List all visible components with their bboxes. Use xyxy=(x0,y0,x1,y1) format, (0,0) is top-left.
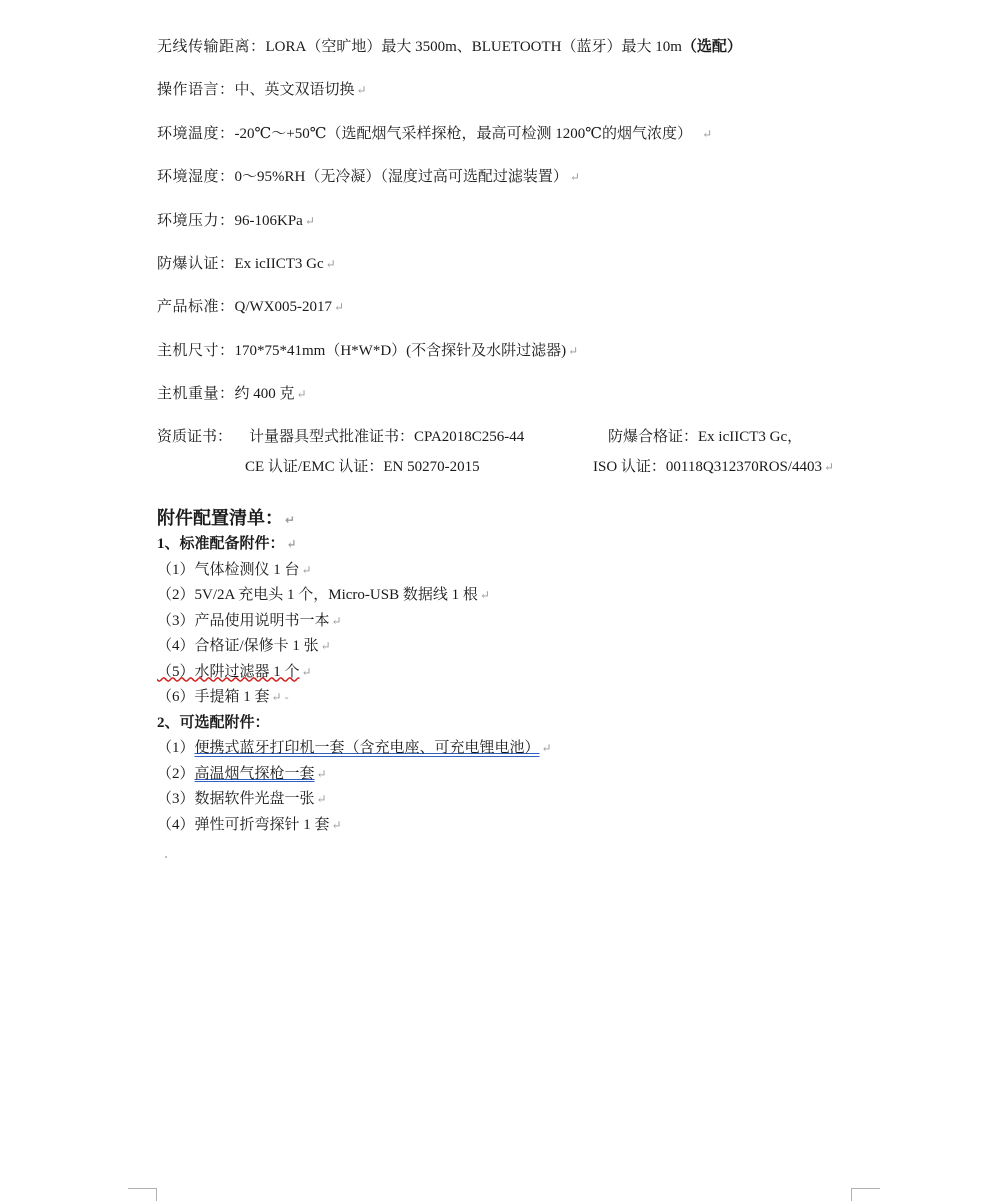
paragraph-mark-icon: ↵ xyxy=(285,513,296,527)
optional-heading-text: 2、可选配附件： xyxy=(157,714,270,731)
spec-row-pressure xyxy=(157,210,957,232)
spec-value: Q/WX005-2017 xyxy=(234,299,333,316)
page-corner-mark-right xyxy=(851,1188,880,1201)
list-item-text: 弹性可折弯探针 1 套 xyxy=(194,816,330,833)
paragraph-mark-icon: ↵ xyxy=(316,792,327,806)
spec-row-language xyxy=(157,79,957,101)
list-item xyxy=(157,787,957,813)
spec-label: 环境温度： xyxy=(157,125,235,142)
certificate-ce-emc: CE 认证/EMC 认证：EN 50270-2015 xyxy=(245,459,480,475)
paragraph-mark-icon: ↵ xyxy=(286,537,297,551)
spec-suffix-optional: （选配） xyxy=(681,39,742,55)
paragraph-mark-icon: ↵ xyxy=(702,126,713,141)
spec-label: 主机重量： xyxy=(157,386,235,403)
spec-value: LORA（空旷地）最大 3500m、BLUETOOTH（蓝牙）最大 10m xyxy=(265,39,682,55)
list-item-text: （2）5V/2A 充电头 1 个，Micro-USB 数据线 1 根 xyxy=(157,587,478,603)
list-item xyxy=(157,685,957,711)
certificates-line-2 xyxy=(157,456,977,486)
spec-row-wireless xyxy=(157,36,957,58)
paragraph-mark-icon: ↵ xyxy=(334,300,345,315)
list-item xyxy=(157,583,957,609)
standard-accessories-heading xyxy=(157,532,957,558)
certificates-block xyxy=(157,426,977,486)
paragraph-mark-icon: ↵ xyxy=(569,170,580,185)
standard-heading-text: 1、标准配备附件： xyxy=(157,536,285,552)
paragraph-mark-icon: ↵ xyxy=(331,817,342,832)
accessories-section xyxy=(157,506,957,838)
spec-value: -20℃～+50℃（选配烟气采样探枪，最高可检测 1200℃的烟气浓度） xyxy=(234,125,693,142)
paragraph-mark-icon: ↵ xyxy=(316,766,327,781)
paragraph-mark-icon: ↵ xyxy=(541,741,552,755)
spec-value: 170*75*41mm（H*W*D）(不含探针及水阱过滤器) xyxy=(234,342,567,359)
spec-label: 操作语言： xyxy=(157,82,235,99)
list-item xyxy=(157,660,957,686)
spec-list xyxy=(157,36,957,427)
list-item-text: （3）产品使用说明书一本 xyxy=(157,612,330,629)
list-item-prefix: （1） xyxy=(157,740,195,756)
paragraph-mark-icon: ↵ xyxy=(304,213,315,228)
spec-label: 产品标准： xyxy=(157,299,235,316)
spec-row-temperature xyxy=(157,123,957,145)
spec-value: 96-106KPa xyxy=(234,212,303,229)
list-item-text: 高温烟气探枪一套 xyxy=(194,765,315,782)
spec-row-weight xyxy=(157,383,957,405)
list-item xyxy=(157,634,957,660)
list-item-text: （5）水阱过滤器 1 个 xyxy=(157,663,300,680)
paragraph-mark-icon: ↵ xyxy=(331,613,342,628)
spec-label: 无线传输距离： xyxy=(157,39,266,55)
spec-label: 防爆认证： xyxy=(157,255,235,272)
certificates-label: 资质证书： xyxy=(157,429,233,445)
list-item-text: 数据软件光盘一张 xyxy=(194,791,315,807)
list-item-prefix: （3） xyxy=(157,791,195,807)
paragraph-mark-icon: ↵ xyxy=(301,562,312,577)
list-item xyxy=(157,762,957,788)
spec-label: 环境压力： xyxy=(157,212,235,229)
spec-value: 约 400 克 xyxy=(234,386,295,403)
certificate-iso xyxy=(593,456,834,478)
list-item-prefix: （2） xyxy=(157,765,195,782)
list-item xyxy=(157,736,957,762)
list-item xyxy=(157,558,957,584)
paragraph-mark-icon: ↵ xyxy=(325,256,336,271)
list-item-text: 便携式蓝牙打印机一套（含充电座、可充电锂电池） xyxy=(194,740,540,756)
certificate-explosion-proof: 防爆合格证：Ex icIICT3 Gc， xyxy=(608,429,803,445)
paragraph-mark-icon: ↵ xyxy=(479,588,490,602)
spec-label: 主机尺寸： xyxy=(157,342,235,359)
accessories-title xyxy=(157,506,957,532)
paragraph-mark-icon: ↵ - xyxy=(271,690,289,704)
list-item xyxy=(157,813,957,839)
list-item-prefix: （4） xyxy=(157,816,195,833)
spec-label: 环境湿度： xyxy=(157,169,235,186)
spec-row-standard xyxy=(157,296,957,318)
paragraph-mark-icon: ↵ xyxy=(296,387,307,402)
page-speck xyxy=(165,856,167,858)
optional-accessories-heading xyxy=(157,711,957,737)
list-item-text: （1）气体检测仪 1 台 xyxy=(157,561,300,578)
spec-value: Ex icIICT3 Gc xyxy=(234,255,324,272)
spec-value: 中、英文双语切换 xyxy=(234,82,355,99)
spec-value: 0～95%RH（无冷凝）（湿度过高可选配过滤装置） xyxy=(234,169,568,186)
list-item-text: （6）手提箱 1 套 xyxy=(157,689,270,705)
list-item xyxy=(157,609,957,635)
paragraph-mark-icon: ↵ xyxy=(568,343,579,358)
certificate-iso-text: ISO 认证：00118Q312370ROS/4403 xyxy=(593,459,823,475)
certificate-pattern-approval: 计量器具型式批准证书：CPA2018C256-44 xyxy=(249,429,525,445)
paragraph-mark-icon: ↵ xyxy=(301,664,312,679)
accessories-title-text: 附件配置清单： xyxy=(157,508,283,529)
list-item-text: （4）合格证/保修卡 1 张 xyxy=(157,638,319,654)
spec-row-explosion-proof xyxy=(157,253,957,275)
certificates-line-1 xyxy=(157,426,977,456)
spec-row-dimensions xyxy=(157,340,957,362)
spec-row-humidity xyxy=(157,166,957,188)
paragraph-mark-icon: ↵ xyxy=(320,639,331,653)
paragraph-mark-icon: ↵ xyxy=(356,83,367,98)
paragraph-mark-icon: ↵ xyxy=(824,460,835,474)
page-corner-mark-left xyxy=(128,1188,157,1201)
